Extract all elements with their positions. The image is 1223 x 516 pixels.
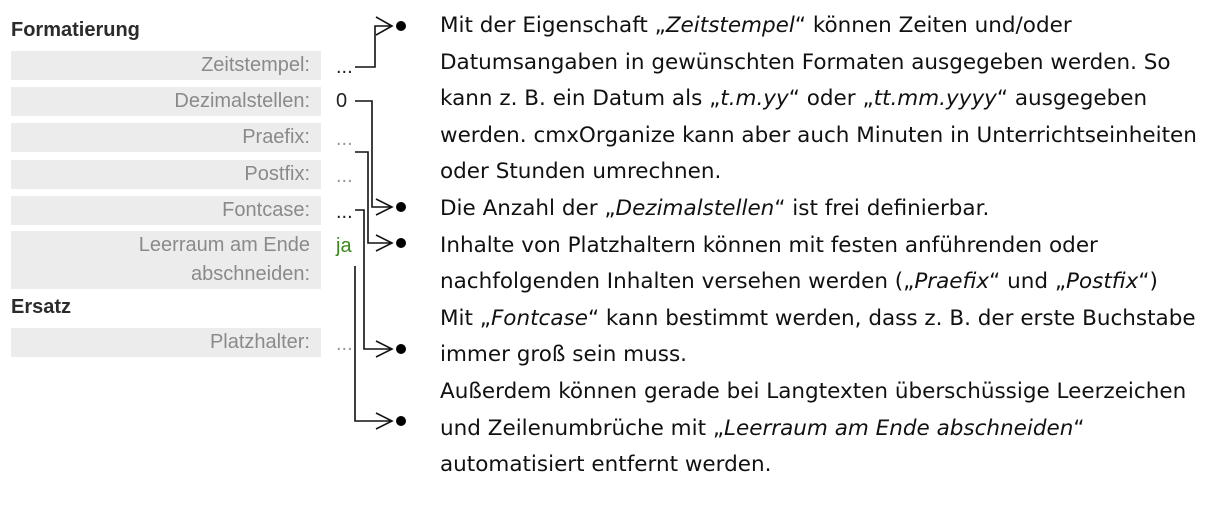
connector-prefix-postfix xyxy=(355,152,392,243)
bullet-3 xyxy=(396,238,406,248)
description-prefix-postfix: Inhalte von Platzhaltern können mit festen anführenden oder nachfolgenden Inhalten versehen werden („Praefix“ und „Postfix“) xyxy=(440,232,1158,295)
field-value-placeholder[interactable]: ... xyxy=(336,333,353,355)
description-list xyxy=(440,8,1220,484)
field-value-trim-whitespace[interactable]: ja xyxy=(336,235,352,257)
field-label-trim-whitespace-line2: abschneiden: xyxy=(191,263,310,285)
field-label-prefix: Praefix: xyxy=(11,123,321,152)
description-fontcase: Mit „Fontcase“ kann bestimmt werden, dass z. B. der erste Buchstabe immer groß sein muss. xyxy=(440,305,1196,368)
connector-fontcase xyxy=(355,210,392,349)
field-value-decimal-places[interactable]: 0 xyxy=(336,90,348,112)
bullet-1 xyxy=(396,21,406,31)
field-label-placeholder: Platzhalter: xyxy=(11,328,321,357)
field-label-trim-whitespace-line1: Leerraum am Ende xyxy=(138,234,310,256)
connector-timestamp xyxy=(355,26,392,67)
field-value-fontcase[interactable]: ... xyxy=(336,201,353,223)
field-value-timestamp[interactable]: ... xyxy=(336,56,353,78)
description-decimal-places: Die Anzahl der „Dezimalstellen“ ist frei definierbar. xyxy=(440,195,990,221)
section-heading-replacement: Ersatz xyxy=(11,296,72,318)
description-trim-whitespace: Außerdem können gerade bei Langtexten überschüssige Leerzeichen und Zeilenumbrüche mit „Leerraum am Ende abschneiden“ automatisiert entfernt werden. xyxy=(440,378,1187,478)
field-label-timestamp: Zeitstempel: xyxy=(11,51,321,80)
connector-trim-whitespace xyxy=(355,266,392,421)
section-heading-formatting: Formatierung xyxy=(11,19,140,41)
bullet-2 xyxy=(396,202,406,212)
field-value-prefix[interactable]: ... xyxy=(336,128,353,150)
field-label-postfix: Postfix: xyxy=(11,160,321,189)
field-label-decimal-places: Dezimalstellen: xyxy=(11,87,321,116)
connector-decimal-places xyxy=(355,101,392,207)
bullet-5 xyxy=(396,416,406,426)
field-label-fontcase: Fontcase: xyxy=(11,196,321,225)
description-timestamp: Mit der Eigenschaft „Zeitstempel“ können Zeiten und/oder Datumsangaben in gewünschten Formaten ausgegeben werden. So kann z. B. ein Datum als „t.m.yy“ oder „tt.mm.yyyy“ ausgegeben werden. cmxOrganize kann aber auch Minuten in Unterrichtseinheiten oder Stunden umrechnen. xyxy=(440,13,1197,185)
field-value-postfix[interactable]: ... xyxy=(336,165,353,187)
bullet-4 xyxy=(396,344,406,354)
